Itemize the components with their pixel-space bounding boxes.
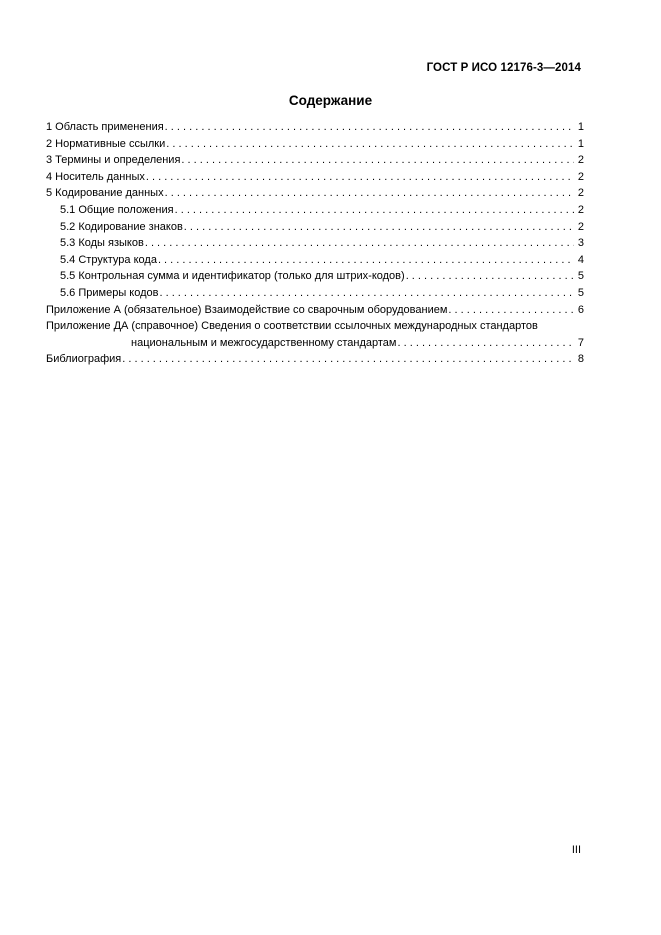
toc-entry-label: Приложение А (обязательное) Взаимодействие со сварочным оборудованием <box>46 303 448 316</box>
toc-entry-page: 2 <box>577 203 584 216</box>
toc-entry-data-coding[interactable] <box>46 185 584 202</box>
toc-entry-label: 2 Нормативные ссылки <box>46 137 166 150</box>
toc-entry-label: 3 Термины и определения <box>46 154 181 167</box>
toc-entry-label: 5.5 Контрольная сумма и идентификатор (только для штрих-кодов) <box>60 270 405 283</box>
toc-entry-page: 8 <box>577 353 584 366</box>
toc-dot-leader <box>145 235 574 252</box>
toc-entry-page: 5 <box>577 270 584 283</box>
toc-dot-leader <box>166 136 574 153</box>
toc-entry-label: 5.6 Примеры кодов <box>60 286 159 299</box>
toc-entry-page: 4 <box>577 253 584 266</box>
toc-entry-annex-a[interactable] <box>46 302 584 319</box>
toc-entry-checksum-identifier[interactable] <box>46 268 584 285</box>
toc-entry-normative-references[interactable] <box>46 136 584 153</box>
toc-entry-page: 2 <box>577 220 584 233</box>
toc-entry-data-carrier[interactable] <box>46 169 584 186</box>
toc-dot-leader <box>165 185 574 202</box>
toc-dot-leader <box>122 351 574 368</box>
toc-entry-label: 5.4 Структура кода <box>60 253 157 266</box>
toc-entry-label: Библиография <box>46 353 122 366</box>
toc-entry-page: 2 <box>577 154 584 167</box>
toc-dot-leader <box>175 202 574 219</box>
toc-dot-leader <box>184 219 574 236</box>
toc-entry-code-structure[interactable] <box>46 252 584 269</box>
toc-entry-bibliography[interactable] <box>46 351 584 368</box>
toc-dot-leader <box>406 268 574 285</box>
toc-title: Содержание <box>288 93 373 108</box>
toc-entry-label: 1 Область применения <box>46 121 164 133</box>
toc-entry-language-codes[interactable] <box>46 235 584 252</box>
toc-entry-label: 4 Носитель данных <box>46 170 145 183</box>
toc-entry-page: 1 <box>577 137 584 150</box>
toc-dot-leader <box>146 169 574 186</box>
toc-entry-label: 5 Кодирование данных <box>46 187 164 200</box>
toc-entry-terms-and-definitions[interactable] <box>46 152 584 169</box>
toc-entry-label: 5.3 Коды языков <box>60 237 144 250</box>
toc-dot-leader <box>158 252 574 269</box>
toc-dot-leader <box>181 152 574 169</box>
toc-entry-label: 5.2 Кодирование знаков <box>60 220 183 233</box>
toc-dot-leader <box>159 285 574 302</box>
toc-entry-label-line1: Приложение ДА (справочное) Сведения о соответствии ссылочных международных стандартов <box>46 320 538 333</box>
toc-entry-page: 2 <box>577 187 584 200</box>
toc-dot-leader <box>398 335 575 352</box>
toc-entry-page: 6 <box>577 303 584 316</box>
toc-entry-label: 5.1 Общие положения <box>60 203 174 216</box>
toc-entry-general[interactable] <box>46 202 584 219</box>
toc-entry-scope[interactable] <box>46 119 584 136</box>
table-of-contents <box>46 119 584 368</box>
toc-entry-page: 1 <box>577 121 584 133</box>
toc-entry-character-coding[interactable] <box>46 219 584 236</box>
toc-entry-code-examples[interactable] <box>46 285 584 302</box>
document-code: ГОСТ Р ИСО 12176-3—2014 <box>426 62 581 74</box>
toc-dot-leader <box>165 119 574 136</box>
toc-entry-annex-da[interactable] <box>46 318 584 351</box>
toc-entry-label-line2: национальным и межгосударственному стандартам <box>131 336 397 349</box>
toc-entry-page: 3 <box>577 237 584 250</box>
toc-entry-page: 5 <box>577 286 584 299</box>
toc-entry-page: 7 <box>577 336 584 349</box>
page-number: III <box>571 844 581 856</box>
toc-dot-leader <box>448 302 574 319</box>
toc-entry-page: 2 <box>577 170 584 183</box>
